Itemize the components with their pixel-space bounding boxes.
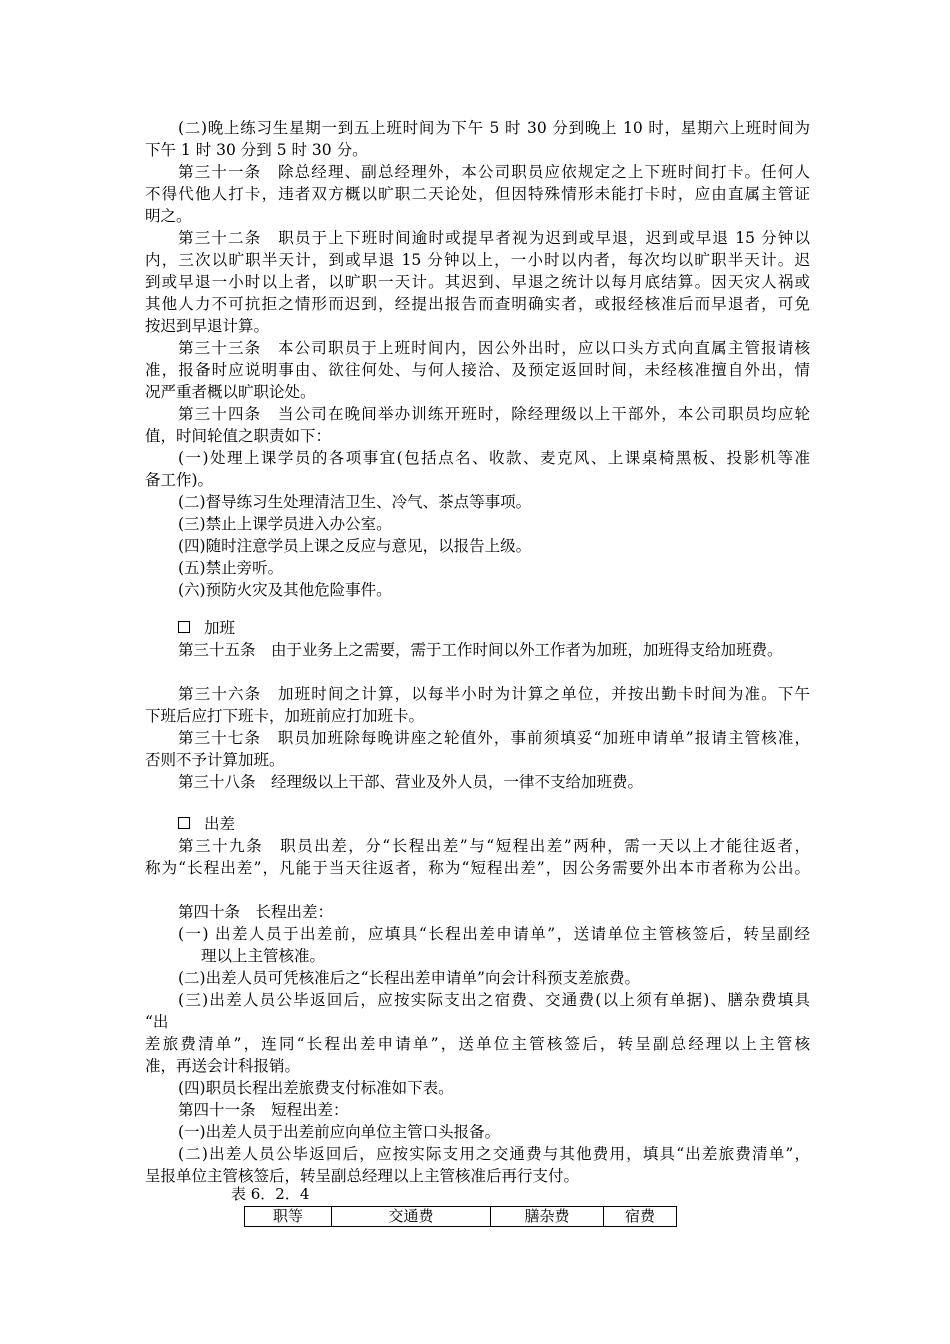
text-line: 备工作)。 (145, 471, 214, 489)
text-line: (一) 出差人员于出差前，应填具“长程出差申请单”，送请单位主管核签后，转呈副经 (178, 925, 810, 943)
text-line: (二)出差人员公毕返回后，应按实际支用之交通费与其他费用，填具“出差旅费清单”， (178, 1145, 810, 1163)
table-header-cell: 交通费 (332, 1207, 491, 1227)
text-line: (二)出差人员可凭核准后之“长程出差申请单”向会计科预支差旅费。 (178, 969, 640, 987)
text-line: 第三十二条 职员于上下班时间逾时或提早者视为迟到或早退，迟到或早退 15 分钟以 (178, 229, 810, 247)
text-line: (四)职员长程出差旅费支付标准如下表。 (178, 1079, 454, 1097)
text-line: 明之。 (145, 207, 192, 225)
text-line: 其他人力不可抗拒之情形而迟到，经提出报告而查明确实者，或报经核准后而早退者，可免 (145, 295, 810, 313)
table-header-row (245, 1207, 677, 1227)
text-line: 第三十三条 本公司职员于上班时间内，因公外出时，应以口头方式向直属主管报请核 (178, 339, 810, 357)
expense-table (244, 1206, 677, 1227)
text-line: 准，报备时应说明事由、欲往何处、与何人接洽、及预定返回时间，未经核准擅自外出，情 (145, 361, 810, 379)
table-header-cell: 膳杂费 (491, 1207, 604, 1227)
text-line: 理以上主管核准。 (201, 947, 326, 965)
text-line: 下午 1 时 30 分到 5 时 30 分。 (145, 141, 368, 159)
text-line: (五)禁止旁听。 (178, 559, 284, 577)
section-heading-label: 出差 (204, 815, 236, 833)
text-line: 第三十一条 除总经理、副总经理外，本公司职员应依规定之上下班时间打卡。任何人 (178, 163, 810, 181)
text-line: 第三十四条 当公司在晚间举办训练开班时，除经理级以上干部外，本公司职员均应轮 (178, 405, 810, 423)
text-line: 差旅费清单”，连同“长程出差申请单”，送单位主管核签后，转呈副总经理以上主管核 (145, 1035, 810, 1053)
text-line: 下班后应打下班卡，加班前应打加班卡。 (145, 707, 425, 725)
text-line: 第三十六条 加班时间之计算，以每半小时为计算之单位，并按出勤卡时间为准。下午 (178, 685, 810, 703)
text-line: (二)晚上练习生星期一到五上班时间为下午 5 时 30 分到晚上 10 时，星期六上班时间为 (178, 119, 810, 137)
text-line: (三)禁止上课学员进入办公室。 (178, 515, 392, 533)
text-line: 到或早退一小时以上者，以旷职一天计。其迟到、早退之统计以每月底结算。因天灾人祸或 (145, 273, 810, 291)
checkbox-square-icon (178, 621, 190, 633)
text-line: 第三十九条 职员出差，分“长程出差”与“短程出差”两种，需一天以上才能往返者， (178, 837, 810, 855)
text-line: (二)督导练习生处理清洁卫生、冷气、茶点等事项。 (178, 493, 532, 511)
text-line: 准，再送会计科报销。 (145, 1057, 301, 1075)
text-line: 不得代他人打卡，违者双方概以旷职二天论处，但因特殊情形未能打卡时，应由直属主管证 (145, 185, 810, 203)
checkbox-square-icon (178, 817, 190, 829)
text-line: 内，三次以旷职半天计，到或早退 15 分钟以上，一小时以内者，每次均以旷职半天计。迟 (145, 251, 810, 269)
text-line: “出 (145, 1013, 169, 1031)
text-line: 第四十一条 短程出差： (178, 1101, 349, 1119)
table-header-cell: 宿费 (604, 1207, 677, 1227)
text-line: 第三十八条 经理级以上干部、营业及外人员，一律不支给加班费。 (178, 773, 644, 791)
text-line: (一)出差人员于出差前应向单位主管口头报备。 (178, 1123, 501, 1141)
text-line: (六)预防火灾及其他危险事件。 (178, 581, 392, 599)
text-line: 第四十条 长程出差： (178, 903, 334, 921)
section-heading-label: 加班 (204, 619, 236, 637)
text-line: (三)出差人员公毕返回后，应按实际支出之宿费、交通费(以上须有单据)、膳杂费填具 (178, 991, 810, 1009)
table-header-cell: 职等 (245, 1207, 332, 1227)
text-line: 第三十五条 由于业务上之需要，需于工作时间以外工作者为加班，加班得支给加班费。 (178, 641, 783, 659)
text-line: 否则不予计算加班。 (145, 751, 285, 769)
text-line: 第三十七条 职员加班除每晚讲座之轮值外，事前须填妥“加班申请单”报请主管核准， (178, 729, 810, 747)
text-line: 值，时间轮值之职责如下： (145, 427, 332, 445)
text-line: 按迟到早退计算。 (145, 317, 270, 335)
text-line: (四)随时注意学员上课之反应与意见，以报告上级。 (178, 537, 532, 555)
text-line: 称为“长程出差”，凡能于当天往返者，称为“短程出差”，因公务需要外出本市者称为公出。 (145, 859, 810, 877)
text-line: 况严重者概以旷职论处。 (145, 383, 316, 401)
section-heading (178, 813, 843, 835)
text-line: 呈报单位主管核签后，转呈副总经理以上主管核准后再行支付。 (145, 1167, 580, 1185)
text-line: (一)处理上课学员的各项事宜(包括点名、收款、麦克风、上课桌椅黑板、投影机等准 (178, 449, 810, 467)
table-caption: 表 6．2．4 (231, 1185, 310, 1203)
section-heading (178, 617, 843, 639)
